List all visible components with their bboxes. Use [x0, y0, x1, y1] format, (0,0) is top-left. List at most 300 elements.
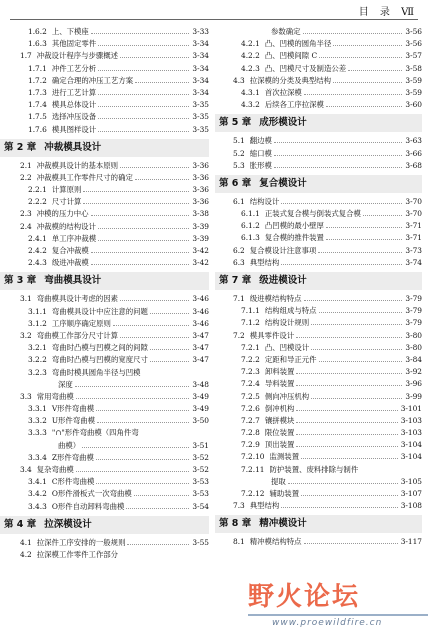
- page-number: 3-52: [190, 452, 209, 464]
- section-number: 7.3: [233, 501, 245, 511]
- section-number: 2.1: [20, 160, 32, 170]
- toc-entry[interactable]: [6, 160, 209, 172]
- section-title: 冲裁模的结构设计: [36, 221, 96, 231]
- toc-entry[interactable]: [6, 245, 209, 257]
- chapter-title: 成形模设计: [259, 117, 307, 129]
- section-title: 弯曲模具设计中应注意的问题: [51, 306, 148, 316]
- dot-leader: [296, 446, 397, 447]
- page-number: 3-80: [403, 342, 422, 354]
- chapter-title: 冲裁模具设计: [44, 141, 102, 153]
- toc-entry[interactable]: [6, 257, 209, 269]
- page-number: 3-34: [190, 87, 209, 99]
- chapter-heading: [215, 175, 422, 193]
- section-number: 5.1: [233, 136, 245, 146]
- section-number: 7.2.4: [241, 379, 260, 389]
- page-number: 3-63: [403, 135, 422, 147]
- dot-leader: [120, 337, 189, 338]
- toc-entry[interactable]: [6, 379, 209, 391]
- page-number: 3-92: [403, 366, 422, 378]
- section-title: 首次拉深模: [264, 87, 302, 97]
- toc-entry[interactable]: [6, 391, 209, 403]
- page-number: 3-50: [190, 415, 209, 427]
- toc-entry[interactable]: [6, 354, 209, 366]
- section-number: 3.3.1: [28, 404, 47, 414]
- dot-leader: [319, 57, 402, 58]
- section-title: 复杂弯曲模: [36, 465, 74, 474]
- chapter-heading: [0, 139, 209, 157]
- dot-leader: [127, 544, 189, 545]
- page-number: 3-51: [190, 440, 209, 452]
- dot-leader: [274, 155, 402, 156]
- page-number: 3-35: [190, 124, 209, 136]
- chapter-number: 第 4 章: [4, 518, 37, 530]
- chapter-number: 第 2 章: [4, 141, 37, 153]
- section-number: 7.2.6: [241, 403, 260, 413]
- page-number: 3-79: [403, 305, 422, 317]
- toc-entry[interactable]: [219, 160, 422, 172]
- section-title: 上、下模座: [51, 27, 89, 36]
- page-number: 3-58: [403, 63, 422, 75]
- dot-leader: [150, 361, 189, 362]
- section-title: 凸凹模的最小壁厚: [264, 221, 324, 231]
- toc-entry[interactable]: [6, 342, 209, 354]
- page-number: 3-108: [399, 500, 422, 512]
- section-title: 正装式复合模与倒装式复合模: [264, 209, 361, 219]
- dot-leader: [150, 349, 189, 350]
- page-number: 3-53: [190, 476, 209, 488]
- section-title: 弯曲模具设计考虑的因素: [36, 294, 119, 304]
- section-title: "∩"形件弯曲模（四角件弯: [51, 428, 139, 438]
- toc-entry[interactable]: [219, 378, 422, 390]
- section-title: 模具总体设计: [51, 100, 97, 110]
- dot-leader: [98, 118, 189, 119]
- page-number: 3-96: [403, 378, 422, 390]
- toc-entry[interactable]: [219, 403, 422, 415]
- section-number: 7.2.9: [241, 440, 260, 450]
- dot-leader: [96, 459, 189, 460]
- toc-entry[interactable]: [219, 63, 422, 75]
- toc-entry[interactable]: [6, 184, 209, 196]
- toc-right-column: [219, 26, 422, 549]
- section-number: 6.3: [233, 257, 245, 267]
- section-title: 选择冲压设备: [51, 112, 97, 122]
- page-number: 3-101: [399, 403, 422, 415]
- dot-leader: [333, 82, 402, 83]
- toc-entry[interactable]: [6, 172, 209, 184]
- toc-entry[interactable]: [219, 500, 422, 512]
- page-number: 3-47: [190, 342, 209, 354]
- toc-entry[interactable]: [6, 415, 209, 427]
- section-number: 7.2.3: [241, 367, 260, 377]
- dot-leader: [113, 325, 189, 326]
- dot-leader: [296, 337, 402, 338]
- toc-entry[interactable]: [6, 293, 209, 305]
- section-number: 7.2.5: [241, 391, 260, 401]
- dot-leader: [98, 131, 189, 132]
- dot-leader: [76, 398, 190, 399]
- section-number: 4.2.1: [241, 39, 260, 49]
- section-number: 5.3: [233, 160, 245, 170]
- page-number: 3-73: [403, 245, 422, 257]
- page-number: 3-59: [403, 75, 422, 87]
- section-number: 1.7.4: [28, 100, 47, 110]
- section-number: 2.4.1: [28, 233, 47, 243]
- dot-leader: [274, 167, 402, 168]
- section-number: 2.2: [20, 172, 32, 182]
- toc-entry[interactable]: [6, 63, 209, 75]
- dot-leader: [120, 57, 189, 58]
- section-number: 4.2: [20, 549, 32, 559]
- toc-entry[interactable]: [219, 135, 422, 147]
- section-title: 拉深模工作零件工作部分: [36, 549, 119, 559]
- toc-entry[interactable]: [6, 26, 209, 38]
- section-title: O形件滑板式一次弯曲模: [51, 489, 132, 499]
- section-title: 精冲模结构特点: [249, 537, 302, 547]
- dot-leader: [296, 373, 402, 374]
- page-number: 3-48: [190, 379, 209, 391]
- toc-entry[interactable]: [6, 221, 209, 233]
- page-number: 3-66: [403, 148, 422, 160]
- page-number: 3-34: [190, 75, 209, 87]
- toc-entry[interactable]: [219, 366, 422, 378]
- watermark-bar: [248, 614, 428, 616]
- dot-leader: [319, 312, 403, 313]
- section-title: 拉深件工序安排的一般规则: [36, 537, 126, 547]
- section-number: 4.2.3: [241, 63, 260, 73]
- toc-entry[interactable]: [219, 196, 422, 208]
- chapter-title: 级进模设计: [259, 275, 307, 286]
- toc-entry[interactable]: [6, 306, 209, 318]
- watermark-logo: 野火论坛: [248, 582, 361, 612]
- toc-entry[interactable]: [6, 537, 209, 549]
- toc-entry[interactable]: [6, 464, 209, 476]
- dot-leader: [296, 434, 397, 435]
- section-number: 1.7.1: [28, 63, 47, 73]
- page-number: 3-35: [190, 99, 209, 111]
- forum-watermark: [222, 574, 428, 634]
- page-number: 3-35: [190, 111, 209, 123]
- section-title: 提取: [271, 476, 286, 486]
- section-number: 7.2.8: [241, 428, 260, 438]
- toc-entry[interactable]: [219, 232, 422, 244]
- section-title: 监测装置: [269, 452, 300, 462]
- toc-entry[interactable]: [6, 318, 209, 330]
- toc-entry[interactable]: [6, 427, 209, 439]
- page-number: 3-47: [190, 354, 209, 366]
- section-title: 定距和导正元件: [264, 354, 317, 364]
- toc-left-column: [6, 26, 209, 561]
- page-number: 3-107: [399, 488, 422, 500]
- section-title: 倒冲机构: [264, 403, 295, 413]
- section-title: 弯曲时凸模与凹模的宽度尺寸: [51, 355, 148, 365]
- page-number: 3-33: [190, 26, 209, 38]
- page-number: 3-39: [190, 221, 209, 233]
- toc-entry[interactable]: [219, 415, 422, 427]
- section-title: 冲裁模具设计的基本原则: [36, 160, 119, 170]
- page-number: 3-104: [399, 451, 422, 463]
- chapter-title: 复合模设计: [259, 177, 307, 189]
- section-number: 7.2.2: [241, 354, 260, 364]
- section-number: 2.4.2: [28, 246, 47, 255]
- page-number: 3-42: [190, 245, 209, 257]
- toc-entry[interactable]: [219, 50, 422, 62]
- section-title: 其他固定零件: [51, 39, 97, 49]
- section-number: 7.1: [233, 294, 245, 303]
- toc-entry[interactable]: [219, 427, 422, 439]
- page-number: 3-56: [403, 26, 422, 38]
- page-number: 3-105: [399, 476, 422, 488]
- toc-entry[interactable]: [6, 87, 209, 99]
- toc-entry[interactable]: [219, 439, 422, 451]
- toc-entry[interactable]: [219, 464, 422, 476]
- section-number: 7.2.7: [241, 415, 260, 425]
- section-title: 冲件工艺分析: [51, 63, 97, 73]
- toc-entry[interactable]: [219, 391, 422, 403]
- section-number: 3.4.1: [28, 477, 47, 487]
- page-number: 3-74: [403, 257, 422, 269]
- toc-entry[interactable]: [219, 148, 422, 160]
- dot-leader: [348, 70, 402, 71]
- chapter-number: 第 6 章: [219, 177, 252, 189]
- dot-leader: [326, 106, 402, 107]
- page-number: 3-52: [190, 464, 209, 476]
- section-title: 弯曲时凸模与凹模之间的间隙: [51, 343, 148, 353]
- section-title: 凸、凹模设计: [264, 342, 310, 352]
- toc-entry[interactable]: [6, 38, 209, 50]
- dot-leader: [96, 483, 189, 484]
- dot-leader: [274, 142, 402, 143]
- section-number: 7.2.1: [241, 342, 260, 352]
- page-number: 3-71: [403, 220, 422, 232]
- section-number: 3.4.3: [28, 501, 47, 511]
- dot-leader: [98, 70, 189, 71]
- section-title: 胀形模: [249, 160, 272, 170]
- page-number: 3-84: [403, 354, 422, 366]
- toc-entry[interactable]: [6, 124, 209, 136]
- dot-leader: [126, 508, 189, 509]
- dot-leader: [301, 495, 398, 496]
- dot-leader: [363, 215, 402, 216]
- chapter-number: 第 8 章: [219, 518, 252, 530]
- section-number: 7.1.2: [241, 318, 260, 328]
- chapter-heading: [0, 272, 209, 290]
- section-number: 4.3.2: [241, 100, 260, 110]
- page-number: 3-36: [190, 160, 209, 172]
- section-number: 3.3.3: [28, 428, 47, 438]
- toc-entry[interactable]: [6, 367, 209, 379]
- page-number: 3-103: [399, 415, 422, 427]
- toc-entry[interactable]: [6, 452, 209, 464]
- page-number: 3-39: [190, 233, 209, 245]
- section-title: 凸、凹模尺寸及制造公差: [264, 63, 347, 73]
- chapter-number: 第 5 章: [219, 117, 252, 129]
- section-number: 3.4: [20, 465, 32, 474]
- section-number: 2.4: [20, 221, 32, 231]
- dot-leader: [326, 227, 402, 228]
- section-title: C形件弯曲模: [51, 477, 95, 487]
- toc-entry[interactable]: [219, 305, 422, 317]
- chapter-heading: [215, 272, 422, 290]
- section-title: 导料装置: [264, 379, 295, 389]
- dot-leader: [301, 458, 398, 459]
- dot-leader: [120, 300, 189, 301]
- toc-entry[interactable]: [219, 354, 422, 366]
- section-number: 3.2.3: [28, 367, 47, 377]
- chapter-heading: [215, 114, 422, 132]
- toc-entry[interactable]: [6, 233, 209, 245]
- section-number: 2.3: [20, 209, 32, 219]
- section-number: 3.4.2: [28, 489, 47, 499]
- toc-entry[interactable]: [219, 317, 422, 329]
- toc-entry[interactable]: [219, 75, 422, 87]
- dot-leader: [311, 324, 402, 325]
- page-number: 3-46: [190, 306, 209, 318]
- section-number: 5.2: [233, 148, 245, 158]
- dot-leader: [98, 228, 189, 229]
- page-number: 3-80: [403, 330, 422, 342]
- page-number: 3-71: [403, 232, 422, 244]
- toc-entry[interactable]: [6, 196, 209, 208]
- toc-entry[interactable]: [6, 99, 209, 111]
- section-number: 1.6.2: [28, 27, 47, 36]
- dot-leader: [91, 252, 190, 253]
- page-number: 3-36: [190, 184, 209, 196]
- toc-entry[interactable]: [219, 208, 422, 220]
- section-title: 顶出装置: [264, 440, 295, 450]
- page-number: 3-34: [190, 63, 209, 75]
- page-number: 3-70: [403, 196, 422, 208]
- section-title: 弯曲时模具圆角半径与凹模: [51, 367, 141, 377]
- section-title: 典型结构: [249, 501, 280, 511]
- section-number: 3.2.1: [28, 343, 47, 353]
- toc-entry[interactable]: [6, 476, 209, 488]
- dot-leader: [304, 94, 403, 95]
- chapter-title: 拉深模设计: [44, 518, 92, 530]
- dot-leader: [91, 215, 190, 216]
- page-number: 3-79: [403, 293, 422, 305]
- section-title: 参数确定: [271, 27, 301, 36]
- section-title: 复合模设计注意事项: [249, 245, 317, 255]
- section-number: 6.1.1: [241, 209, 260, 219]
- toc-entry[interactable]: [6, 330, 209, 342]
- dot-leader: [135, 82, 189, 83]
- toc-entry[interactable]: [219, 26, 422, 38]
- toc-entry[interactable]: [219, 451, 422, 463]
- page-number: 3-55: [190, 537, 209, 549]
- toc-entry[interactable]: [6, 440, 209, 452]
- dot-leader: [304, 300, 403, 301]
- toc-entry[interactable]: [219, 536, 422, 548]
- dot-leader: [75, 386, 190, 387]
- section-number: 1.7.2: [28, 75, 47, 85]
- dot-leader: [281, 507, 397, 508]
- section-title: 侧向冲压机构: [264, 391, 310, 401]
- toc-entry[interactable]: [219, 220, 422, 232]
- page-number: 3-57: [403, 50, 422, 62]
- section-title: 工序顺序确定原则: [51, 318, 111, 328]
- toc-entry[interactable]: [219, 245, 422, 257]
- dot-leader: [134, 495, 190, 496]
- toc-entry[interactable]: [6, 549, 209, 561]
- section-title: 级进冲裁模: [51, 258, 89, 268]
- section-title: 辅助装置: [269, 489, 300, 498]
- section-title: 冲模的压力中心: [36, 209, 89, 219]
- dot-leader: [98, 94, 189, 95]
- page-number: 3-46: [190, 293, 209, 305]
- page-number: 3-42: [190, 257, 209, 269]
- section-number: 4.3: [233, 75, 245, 85]
- section-title: 结构设计: [249, 196, 280, 206]
- dot-leader: [98, 240, 189, 241]
- dot-leader: [318, 252, 402, 253]
- section-number: 1.7.6: [28, 124, 47, 134]
- section-title: 防护装置、废料排除与制件: [269, 464, 359, 474]
- dot-leader: [281, 264, 402, 265]
- toc-entry[interactable]: [219, 38, 422, 50]
- toc-entry[interactable]: [6, 50, 209, 62]
- toc-entry[interactable]: [219, 488, 422, 500]
- toc-entry[interactable]: [219, 330, 422, 342]
- dot-leader: [296, 410, 397, 411]
- page-number: 3-38: [190, 208, 209, 220]
- toc-entry[interactable]: [219, 257, 422, 269]
- section-number: 3.1.2: [28, 318, 47, 328]
- section-title: 冲裁设计程序与步骤概述: [36, 51, 119, 61]
- page-number: 3-70: [403, 208, 422, 220]
- section-number: 3.1: [20, 294, 32, 304]
- section-number: 3.3.4: [28, 452, 47, 462]
- toc-entry[interactable]: [6, 111, 209, 123]
- section-title: 曲模）: [58, 440, 81, 450]
- toc-entry[interactable]: [219, 342, 422, 354]
- page-number: 3-46: [190, 318, 209, 330]
- page-number: 3-53: [190, 488, 209, 500]
- toc-entry[interactable]: [6, 75, 209, 87]
- dot-leader: [135, 179, 190, 180]
- toc-entry[interactable]: [219, 99, 422, 111]
- toc-entry[interactable]: [6, 501, 209, 513]
- dot-leader: [120, 167, 189, 168]
- page-number: 3-36: [190, 196, 209, 208]
- dot-leader: [311, 398, 402, 399]
- toc-entry[interactable]: [6, 403, 209, 415]
- dot-leader: [96, 410, 189, 411]
- section-number: 1.7.5: [28, 112, 47, 122]
- toc-entry[interactable]: [219, 476, 422, 488]
- section-number: 6.1.3: [241, 233, 260, 243]
- page-number: 3-49: [190, 403, 209, 415]
- section-number: 2.2.2: [28, 197, 47, 207]
- section-number: 7.2: [233, 330, 245, 340]
- page-number: 3-59: [403, 87, 422, 99]
- page-number: 3-49: [190, 391, 209, 403]
- section-title: 限位装置: [264, 428, 295, 438]
- toc-entry[interactable]: [6, 208, 209, 220]
- page-number: 3-68: [403, 160, 422, 172]
- page-number: 3-103: [399, 427, 422, 439]
- page-number: 3-60: [403, 99, 422, 111]
- toc-entry[interactable]: [219, 293, 422, 305]
- section-title: 拉深模的分类及典型结构: [249, 75, 332, 85]
- page-number: 3-34: [190, 50, 209, 62]
- toc-entry[interactable]: [219, 87, 422, 99]
- chapter-title: 精冲模设计: [259, 518, 307, 530]
- running-header: 目 录 Ⅶ: [358, 7, 418, 18]
- page-number: 3-99: [403, 391, 422, 403]
- page-number: 3-56: [403, 38, 422, 50]
- section-number: 1.7.3: [28, 87, 47, 97]
- toc-entry[interactable]: [6, 488, 209, 500]
